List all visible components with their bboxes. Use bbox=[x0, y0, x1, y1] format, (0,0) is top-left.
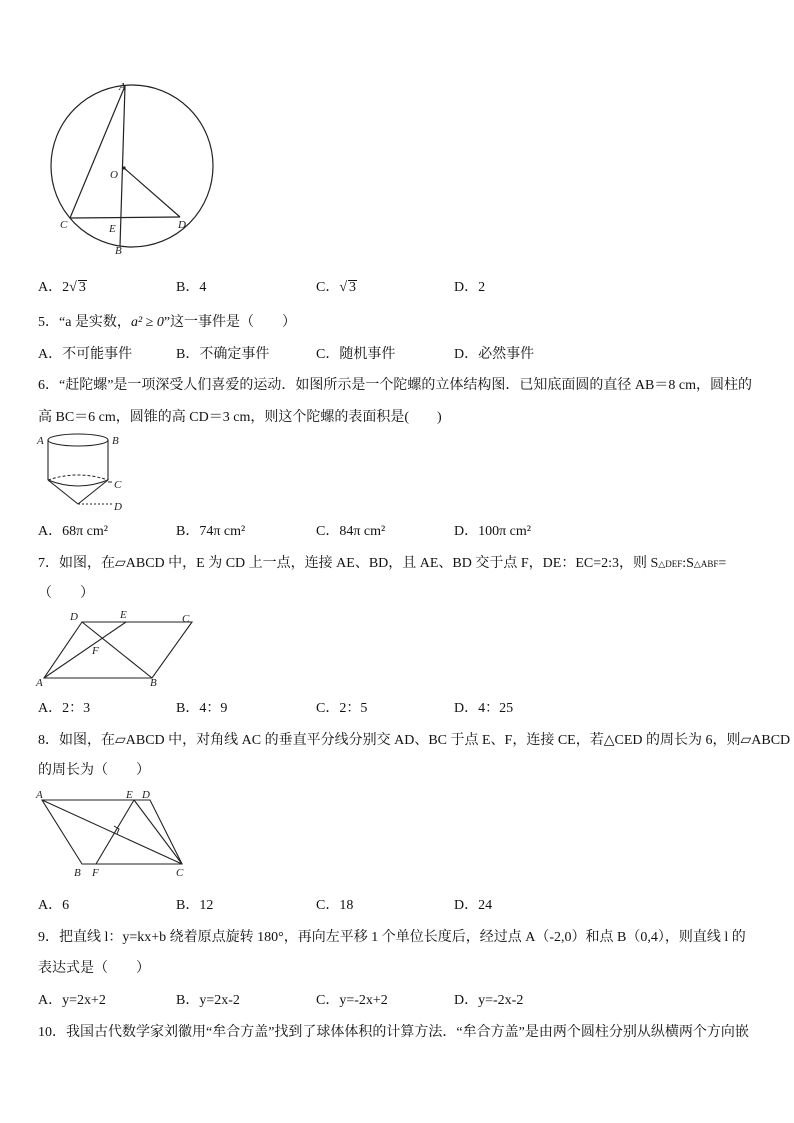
q7-options bbox=[38, 697, 738, 717]
label-C: C bbox=[182, 613, 190, 625]
label-D: D bbox=[114, 501, 122, 513]
q8-options bbox=[38, 894, 738, 914]
q4-option-b[interactable]: B．4 bbox=[176, 280, 207, 295]
q8-option-b[interactable]: B．12 bbox=[176, 898, 214, 913]
q8-option-a[interactable]: A．6 bbox=[38, 898, 70, 913]
label-C: C bbox=[176, 867, 184, 879]
q6-options bbox=[38, 520, 738, 540]
cone-left bbox=[48, 480, 78, 504]
q9-question-line2: 表达式是（ ） bbox=[38, 961, 150, 976]
q8-option-d[interactable]: D．24 bbox=[454, 898, 493, 913]
q9-option-c[interactable]: C．y=-2x+2 bbox=[316, 993, 388, 1008]
q7-question-line2: （ ） bbox=[38, 586, 94, 601]
q8-option-c[interactable]: C．18 bbox=[316, 898, 354, 913]
q6-option-c[interactable]: C．84π cm² bbox=[316, 524, 386, 539]
label-D: D bbox=[142, 789, 150, 801]
segment-EF bbox=[96, 800, 134, 864]
q4-option-a[interactable]: A．2√ 3 bbox=[38, 280, 86, 295]
q8-question-line2: 的周长为（ ） bbox=[38, 763, 150, 778]
cone-right bbox=[78, 480, 108, 504]
q9-options bbox=[38, 989, 738, 1009]
segment-OD bbox=[124, 168, 180, 217]
label-O: O bbox=[110, 169, 118, 181]
q4-options bbox=[38, 276, 738, 296]
segment-AE bbox=[44, 622, 126, 678]
center-dot bbox=[122, 166, 125, 169]
q5-option-b[interactable]: B．不确定事件 bbox=[176, 347, 270, 362]
q5-options bbox=[38, 343, 738, 363]
spinning-top-figure bbox=[34, 428, 134, 518]
q9-option-b[interactable]: B．y=2x-2 bbox=[176, 993, 240, 1008]
label-A: A bbox=[36, 677, 43, 688]
diagonal-AC bbox=[42, 800, 182, 864]
q5-option-d[interactable]: D．必然事件 bbox=[454, 347, 535, 362]
parallelogram-figure-q8 bbox=[34, 786, 204, 882]
label-E: E bbox=[120, 609, 127, 621]
q8-question-line1: 8．如图，在▱ABCD 中，对角线 AC 的垂直平分线分别交 AD、BC 于点 E、F，连接 CE，若△CED 的周长为 6，则▱ABCD bbox=[38, 733, 791, 748]
cylinder-top bbox=[48, 434, 108, 446]
label-F: F bbox=[92, 645, 99, 657]
q9-option-a[interactable]: A．y=2x+2 bbox=[38, 993, 106, 1008]
label-A: A bbox=[119, 81, 126, 93]
q7-option-d[interactable]: D．4：25 bbox=[454, 701, 514, 716]
cylinder-bottom-back bbox=[48, 475, 108, 480]
parallelogram-figure-q7 bbox=[34, 606, 204, 688]
parallelogram-ABCD bbox=[44, 622, 192, 678]
cylinder-bottom-front bbox=[48, 480, 108, 486]
label-B: B bbox=[74, 867, 81, 879]
q9-question-line1: 9．把直线 l：y=kx+b 绕着原点旋转 180°，再向左平移 1 个单位长度后，经过点 A（-2,0）和点 B（0,4），则直线 l 的 bbox=[38, 930, 746, 945]
q7-option-c[interactable]: C．2：5 bbox=[316, 701, 368, 716]
label-E: E bbox=[109, 223, 116, 235]
label-D: D bbox=[178, 219, 186, 231]
q6-option-d[interactable]: D．100π cm² bbox=[454, 524, 531, 539]
label-B: B bbox=[115, 245, 122, 257]
label-E: E bbox=[126, 789, 133, 801]
sqrt-icon: √ bbox=[339, 280, 348, 295]
q6-question-line1: 6．“赶陀螺”是一项深受人们喜爱的运动．如图所示是一个陀螺的立体结构图．已知底面圆的直径 AB＝8 cm，圆柱的 bbox=[38, 378, 752, 393]
label-B: B bbox=[150, 677, 157, 688]
label-B: B bbox=[112, 435, 119, 447]
label-A: A bbox=[37, 435, 44, 447]
q5-question: 5．“a 是实数，a² ≥ 0”这一事件是（ ） bbox=[38, 315, 297, 330]
circle-outline bbox=[51, 85, 213, 247]
q4-option-c[interactable]: C．√ 3 bbox=[316, 280, 357, 295]
label-C: C bbox=[114, 479, 122, 491]
q5-option-a[interactable]: A．不可能事件 bbox=[38, 347, 133, 362]
q6-question-line2: 高 BC＝6 cm，圆锥的高 CD＝3 cm，则这个陀螺的表面积是( ) bbox=[38, 410, 442, 425]
label-F: F bbox=[92, 867, 99, 879]
q6-option-a[interactable]: A．68π cm² bbox=[38, 524, 108, 539]
label-C: C bbox=[60, 219, 68, 231]
q7-question-line1: 7．如图，在▱ABCD 中，E 为 CD 上一点，连接 AE、BD，且 AE、BD 交于点 F，DE：EC=2:3，则 S△DEF:S△ABF= bbox=[38, 556, 727, 571]
circle-figure bbox=[40, 80, 230, 260]
q7-option-b[interactable]: B．4：9 bbox=[176, 701, 228, 716]
q10-question-line1: 10．我国古代数学家刘徽用“牟合方盖”找到了球体体积的计算方法．“牟合方盖”是由两个圆柱分别从纵横两个方向嵌 bbox=[38, 1025, 749, 1040]
q9-option-d[interactable]: D．y=-2x-2 bbox=[454, 993, 524, 1008]
sqrt-icon: √ bbox=[69, 280, 77, 295]
segment-CE bbox=[134, 800, 182, 864]
label-D: D bbox=[70, 611, 78, 623]
q5-option-c[interactable]: C．随机事件 bbox=[316, 347, 396, 362]
chord-CD bbox=[70, 217, 180, 218]
label-A: A bbox=[36, 789, 43, 801]
q6-option-b[interactable]: B．74π cm² bbox=[176, 524, 246, 539]
q4-option-d[interactable]: D．2 bbox=[454, 280, 486, 295]
q7-option-a[interactable]: A．2：3 bbox=[38, 701, 91, 716]
line-AB bbox=[120, 86, 125, 246]
